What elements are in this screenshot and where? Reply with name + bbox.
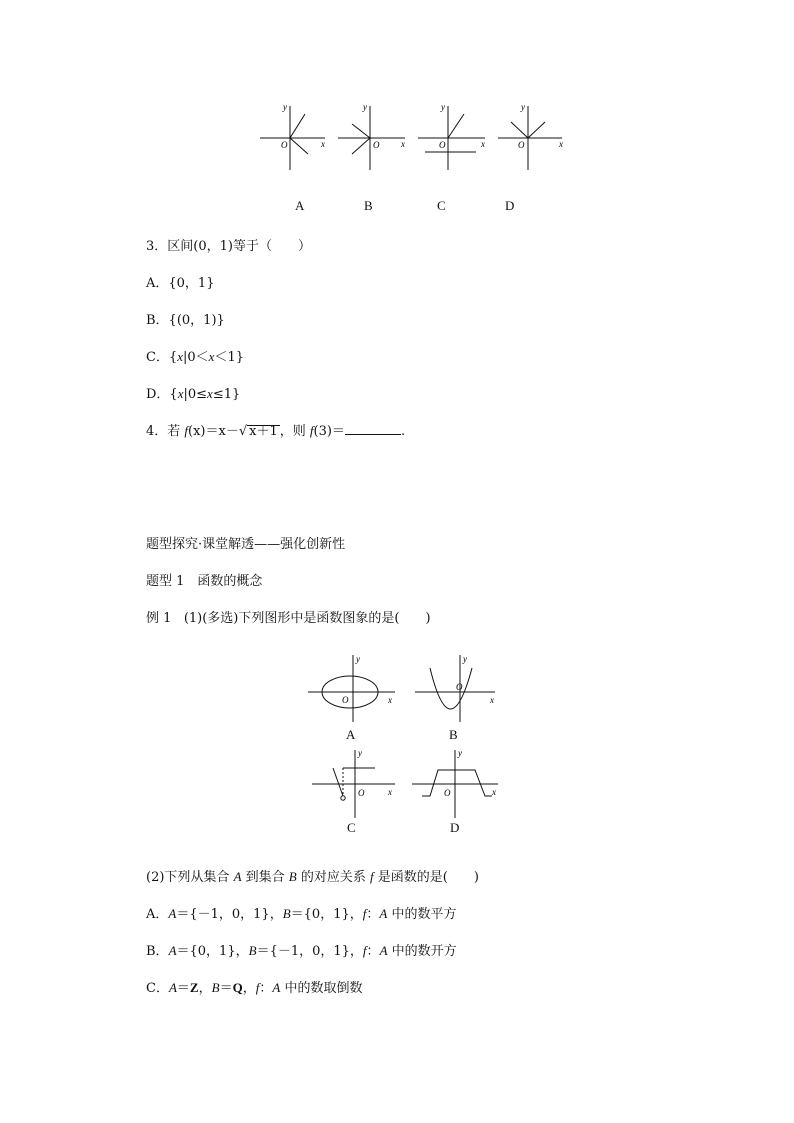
q4-mid: ，则 [279,424,310,439]
mid-graph-b [415,655,495,722]
p2c-9: f [255,980,260,995]
p2b-8: 中的数开方 [387,944,457,959]
p2c-10: ： [259,981,273,996]
top-graph-c-o: O [439,140,446,150]
q4-end: . [400,424,406,439]
q3-option-c [146,346,244,365]
section-title: 题型探究·课堂解透——强化创新性 [146,537,346,552]
top-graph-b-o: O [373,140,380,150]
p2a-6: ： [366,907,380,922]
p2a-0: A． [146,907,169,922]
top-graph-c-x: x [481,139,485,149]
q3-d-mid: |0≤ [183,387,208,402]
p2c-6: ＝ [219,981,233,996]
p2b-1: A [168,943,177,958]
top-figure [250,96,580,176]
top-graph-a-o: O [281,140,288,150]
p2c-8: ， [242,981,256,996]
q3-c-var2: x [208,349,215,364]
top-label-d: D [505,198,515,213]
q3-c-mid: |0＜ [183,350,209,365]
top-graph-b-y: y [363,102,367,112]
q3-stem: 3．区间(0，1)等于（ ） [146,239,311,254]
mid-graph-a-o: O [342,695,349,705]
p2-stem-a: (2)下列从集合 [146,870,234,885]
q3-option-a: A．{0，1} [146,276,215,291]
part2-stem [146,866,479,885]
top-graph-b-x: x [401,139,405,149]
mid-graph-c-y: y [358,748,362,758]
mid-graph-b-o: O [456,682,463,692]
top-graph-d [498,106,562,170]
p2a-2: ＝{－1，0，1}， [176,907,283,922]
mid-graph-d-o: O [444,788,451,798]
q3-d-var: x [177,386,184,401]
p2-set-b: B [288,869,297,884]
top-graph-b [338,106,405,170]
q4-x: (x)＝x－ [188,424,239,439]
p2c-0: C． [146,981,169,996]
mid-graph-c-o: O [358,788,365,798]
q4-f: f [184,423,189,438]
p2a-7: A [379,906,388,921]
p2c-12: 中的数取倒数 [280,981,363,996]
q4-arg: (3)＝ [313,424,345,439]
mid-label-c: C [347,820,356,835]
q3-c-var: x [177,349,183,364]
mid-graph-a [308,655,395,722]
p2b-2: ＝{0，1}， [176,944,249,959]
top-graph-d-x: x [559,139,563,149]
q4-line [146,420,405,439]
top-label-c: C [437,198,446,213]
q3-c-prefix: C．{ [146,350,178,365]
p2c-1: A [168,980,177,995]
top-graph-a-y: y [283,102,287,112]
q4-prefix: 4．若 [146,424,185,439]
top-graph-a [260,106,325,170]
p2c-7: Q [232,980,243,995]
mid-label-d: D [450,820,460,835]
mid-label-a: A [346,727,356,742]
p2-stem-c: 的对应关系 [296,870,370,885]
p2a-8: 中的数平方 [387,907,457,922]
mid-graph-b-y: y [463,654,467,664]
mid-label-b: B [449,727,458,742]
mid-figure [300,650,510,820]
p2b-0: B． [146,944,169,959]
example1-label: 例 1 [146,611,172,626]
q3-d-prefix: D．{ [146,387,178,402]
top-label-b: B [364,198,373,213]
q4-answer-blank[interactable] [345,422,401,435]
top-label-a: A [295,198,305,213]
q3-c-suffix: ＜1} [214,350,244,365]
p2-stem-d: 是函数的是( ) [373,870,479,885]
mid-graph-d [412,750,498,818]
part2-option-c [146,977,362,996]
top-graph-c-y: y [441,102,445,112]
example1-text: (1)(多选)下列图形中是函数图象的是( ) [183,611,431,626]
p2c-11: A [272,980,281,995]
p2b-7: A [379,943,388,958]
mid-graph-d-x: x [492,787,496,797]
p2a-5: f [362,906,367,921]
mid-graph-a-x: x [388,695,392,705]
mid-graph-a-y: y [356,654,360,664]
mid-graph-c-x: x [388,787,392,797]
p2a-4: ＝{0，1}， [290,907,363,922]
p2c-2: ＝ [176,981,190,996]
type1-heading: 题型 1 函数的概念 [146,574,263,589]
p2-f: f [370,869,374,884]
sqrt-icon: √ [238,424,248,439]
part2-option-b [146,940,457,959]
part2-option-a [146,903,456,922]
mid-graph-b-x: x [490,695,494,705]
top-graph-d-o: O [518,140,525,150]
p2b-6: ： [366,944,380,959]
top-graph-a-x: x [321,139,325,149]
mid-graph-d-y: y [458,748,462,758]
p2-stem-b: 到集合 [241,870,289,885]
q3-option-b: B．{(0，1)} [146,313,225,328]
q3-d-var2: x [207,386,213,401]
example1-line [146,607,431,626]
p2-set-a: A [233,869,242,884]
p2b-5: f [362,943,367,958]
p2b-3: B [248,943,257,958]
q3-option-d [146,383,240,402]
p2c-5: B [211,980,220,995]
p2c-4: ， [198,981,212,996]
top-graph-d-y: y [521,102,525,112]
q3-d-suffix: ≤1} [212,387,241,402]
p2b-4: ＝{－1，0，1}， [256,944,363,959]
q4-radicand: x＋1 [249,424,278,439]
p2c-3: Z [189,980,199,995]
q4-f2: f [309,423,314,438]
mid-graph-c [312,750,395,818]
top-graph-c [418,106,485,170]
p2a-1: A [168,906,177,921]
p2a-3: B [282,906,291,921]
